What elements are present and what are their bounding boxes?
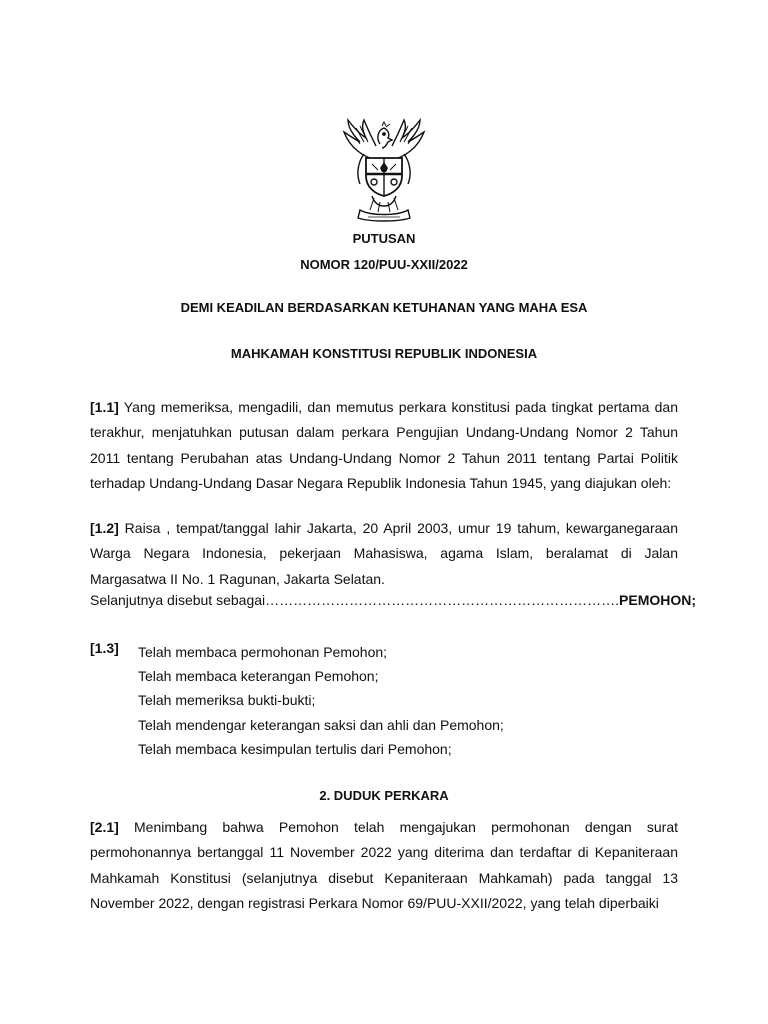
paragraph-number: [1.2] [90,520,119,536]
paragraph-number: [1.3] [90,640,119,656]
paragraph-1-1 [90,395,678,496]
list-item: Telah membaca permohonan Pemohon; [138,644,388,660]
paragraph-text: Yang memeriksa, mengadili, dan memutus perkara konstitusi pada tingkat pertama dan terakhur, menjatuhkan putusan dalam perkara Pengujian Undang-Undang Nomor 2 Tahun 2011 tentang Perubahan atas Undang-Undang Nomor 2 Tahun 2011 tentang Partai Politik terhadap Undang-Undang Dasar Negara Republik Indonesia Tahun 1945, yang diajukan oleh: [90,399,678,491]
document-number: NOMOR 120/PUU-XXII/2022 [300,257,468,272]
designation-lead: Selanjutnya disebut sebagai…………………………………………………………………. [90,592,620,608]
applicant-designation [90,592,697,608]
list-item: Telah mendengar keterangan saksi dan ahli dan Pemohon; [138,716,504,733]
paragraph-text: Raisa , tempat/tanggal lahir Jakarta, 20 April 2003, umur 19 tahum, kewarganegaraan Warga Negara Indonesia, pekerjaan Mahasiswa, agama Islam, beralamat di Jalan Margasatwa II No. 1 Ragunan, Jakarta Selatan. [90,520,678,587]
paragraph-2-1 [90,815,678,916]
list-item: Telah membaca kesimpulan tertulis dari Pemohon; [138,740,452,757]
list-item: Telah memeriksa bukti-bukti; [138,692,316,709]
paragraph-number: [2.1] [90,819,119,835]
court-name: MAHKAMAH KONSTITUSI REPUBLIK INDONESIA [230,346,538,361]
designation-role: PEMOHON; [619,592,697,608]
paragraph-number: [1.1] [90,399,119,415]
section-heading: 2. DUDUK PERKARA [319,788,449,803]
garuda-emblem [330,118,438,222]
motto: DEMI KEADILAN BERDASARKAN KETUHANAN YANG MAHA ESA [180,300,588,315]
list-item: Telah membaca keterangan Pemohon; [138,668,379,685]
document-title: PUTUSAN [352,231,416,246]
paragraph-1-2 [90,516,678,592]
paragraph-text: Menimbang bahwa Pemohon telah mengajukan permohonan dengan surat permohonannya bertanggal 11 November 2022 yang diterima dan terdaftar di Kepaniteraan Mahkamah Konstitusi (selanjutnya disebut Kepaniteraan Mahkamah) pada tanggal 13 November 2022, dengan registrasi Perkara Nomor 69/PUU-XXII/2022, yang telah diperbaiki [90,819,678,911]
considerations-list [138,640,504,761]
